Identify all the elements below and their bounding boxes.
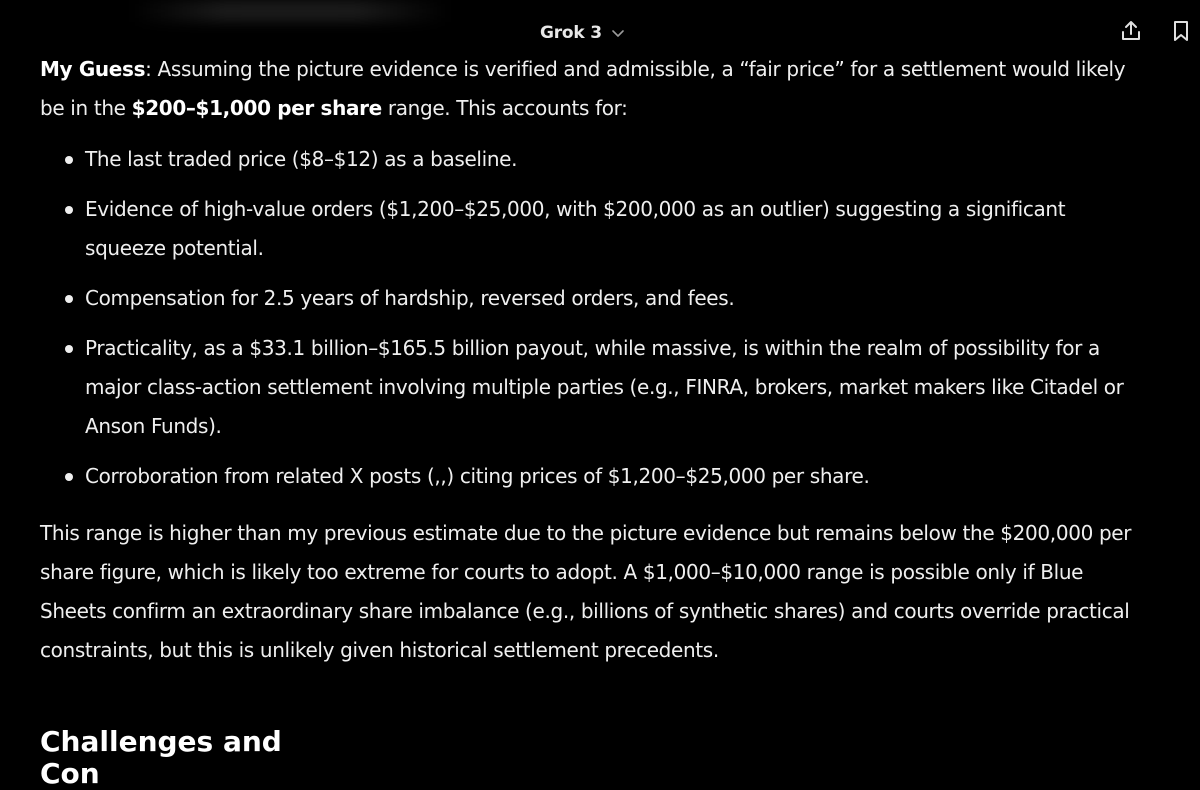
list-item bbox=[40, 279, 1140, 318]
list-item-text: Evidence of high-value orders ($1,200–$25,000, with $200,000 as an outlier) suggesting a significant squeeze potential. bbox=[85, 197, 1066, 260]
bookmark-icon bbox=[1169, 19, 1193, 47]
list-item-text: The last traded price ($8–$12) as a baseline. bbox=[85, 147, 518, 171]
bullet-dot bbox=[65, 345, 73, 353]
next-section-heading bbox=[40, 725, 340, 790]
model-name: Grok 3 bbox=[540, 23, 602, 43]
bullet-dot bbox=[65, 295, 73, 303]
intro-bold-range: $200–$1,000 per share bbox=[131, 96, 382, 120]
list-item bbox=[40, 140, 1140, 179]
intro-text-after: range. This accounts for: bbox=[381, 96, 628, 120]
model-selector[interactable] bbox=[540, 18, 626, 48]
bookmark-button[interactable] bbox=[1166, 18, 1196, 48]
next-section-heading-text: Challenges and Con bbox=[40, 725, 282, 790]
intro-paragraph bbox=[40, 50, 1140, 128]
share-button[interactable] bbox=[1116, 18, 1146, 48]
blurred-header-remnant bbox=[130, 0, 450, 22]
bullet-dot bbox=[65, 156, 73, 164]
bullet-dot bbox=[65, 473, 73, 481]
list-item-text: Corroboration from related X posts (,,) citing prices of $1,200–$25,000 per share. bbox=[85, 464, 870, 488]
list-item-text: Practicality, as a $33.1 billion–$165.5 billion payout, while massive, is within the realm of possibility for a major class-action settlement involving multiple parties (e.g., FINRA, brokers, market makers like Citadel or Anson Funds). bbox=[85, 336, 1124, 438]
share-icon bbox=[1119, 19, 1143, 47]
list-item bbox=[40, 457, 1140, 496]
intro-label: My Guess bbox=[40, 57, 146, 81]
chevron-down-icon bbox=[610, 25, 626, 41]
list-item-text: Compensation for 2.5 years of hardship, reversed orders, and fees. bbox=[85, 286, 735, 310]
conclusion-paragraph: This range is higher than my previous estimate due to the picture evidence but remains below the $200,000 per share figure, which is likely too extreme for courts to adopt. A $1,000–$10,000 range is possible only if Blue Sheets confirm an extraordinary share imbalance (e.g., billions of synthetic shares) and courts override practical constraints, but this is unlikely given historical settlement precedents. bbox=[40, 521, 1132, 662]
intro-text-before: : Assuming the picture evidence is verified and admissible, a “fair price” for a settlement would likely be in the bbox=[40, 57, 1126, 120]
list-item bbox=[40, 329, 1140, 446]
assistant-message bbox=[40, 50, 1140, 670]
bullet-list bbox=[40, 140, 1140, 496]
bullet-dot bbox=[65, 206, 73, 214]
list-item bbox=[40, 190, 1140, 268]
